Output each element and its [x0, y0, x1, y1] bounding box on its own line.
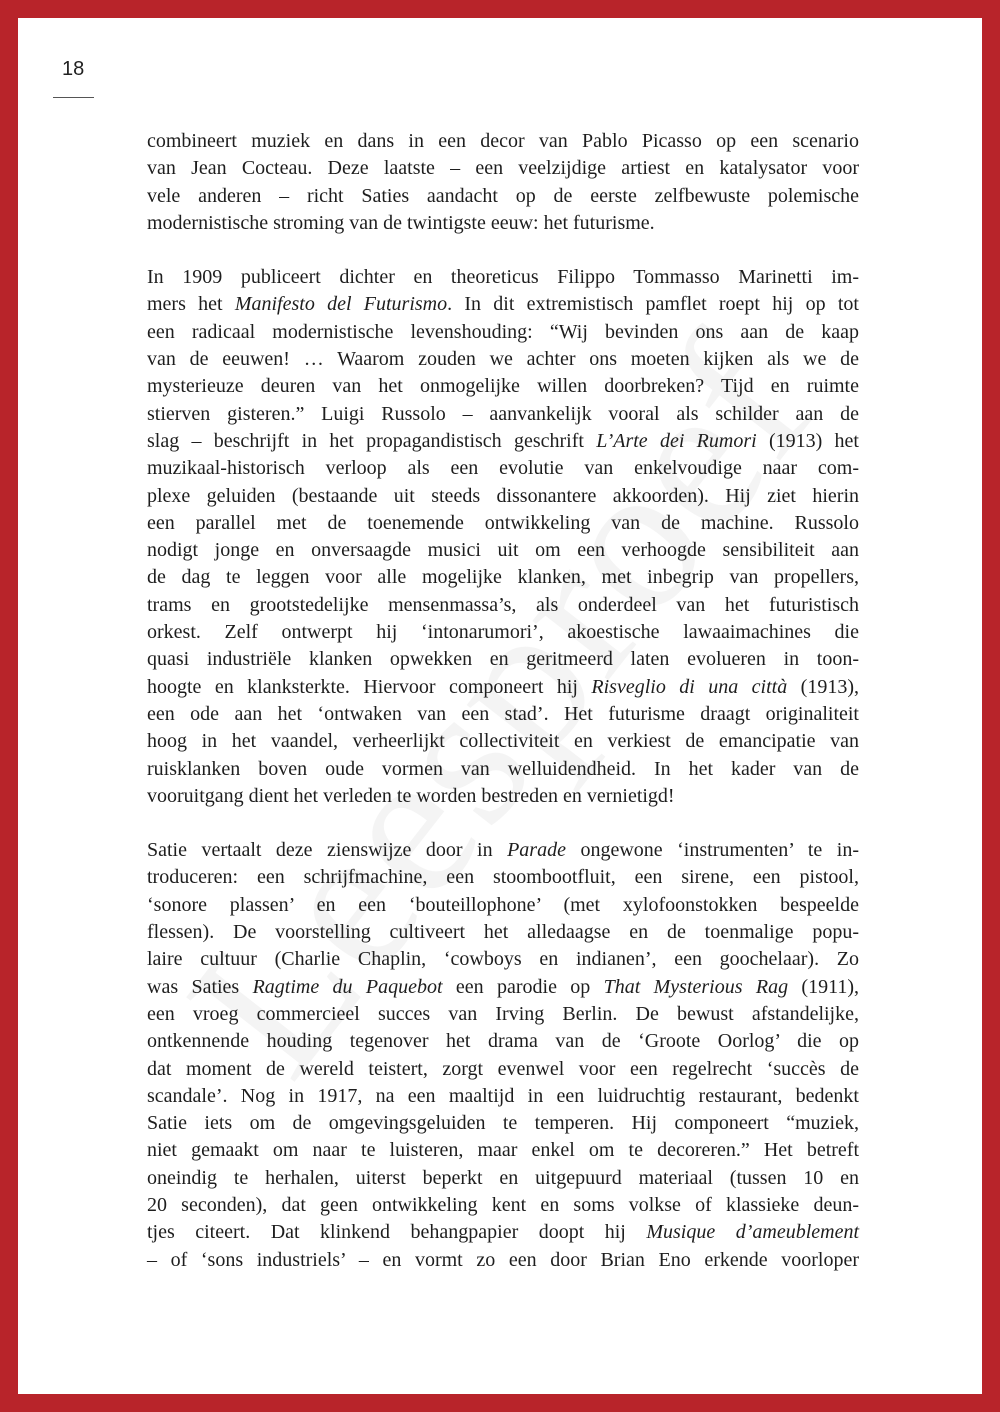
text-run: troduceren: een schrijfmachine, een stoombootfluit, een sirene, een pistool, — [147, 866, 859, 889]
text-line — [147, 646, 859, 673]
text-run: tjes citeert. Dat klinkend behangpapier doopt hij — [147, 1221, 647, 1244]
text-run: (1913), — [787, 675, 859, 698]
text-run: een vroeg commercieel succes van Irving Berlin. De bewust afstandelijke, — [147, 1002, 859, 1025]
text-run: . In dit extremistisch pamflet roept hij op tot — [447, 293, 859, 316]
paragraph-3 — [147, 837, 859, 1274]
paragraph-gap — [147, 810, 859, 837]
paragraph-gap — [147, 237, 859, 264]
italic-title: That Mysterious Rag — [603, 975, 789, 998]
text-run: orkest. Zelf ontwerpt hij ‘intonarumori’, akoestische lawaaimachines die — [147, 621, 859, 644]
text-run: niet gemaakt om naar te luisteren, maar enkel om te decoreren.” Het betreft — [147, 1139, 859, 1162]
text-run: nodigt jonge en onversaagde musici uit om een verhoogde sensibiliteit aan — [147, 539, 859, 562]
text-line — [147, 564, 859, 591]
text-run: In 1909 publiceert dichter en theoreticus Filippo Tommasso Marinetti im- — [147, 266, 859, 289]
text-line — [147, 455, 859, 482]
text-run: vooruitgang dient het verleden te worden bestreden en vernietigd! — [147, 784, 675, 807]
text-run: modernistische stroming van de twintigste eeuw: het futurisme. — [147, 211, 655, 234]
text-line — [147, 428, 859, 455]
text-run: een parodie op — [442, 975, 604, 998]
text-line — [147, 974, 859, 1001]
text-run: Satie iets om de omgevingsgeluiden te temperen. Hij componeert “muziek, — [147, 1112, 859, 1135]
page-number-rule — [53, 97, 94, 98]
text-run: een parallel met de toenemende ontwikkeling van de machine. Russolo — [147, 511, 859, 534]
text-run: ongewone ‘instrumenten’ te in- — [565, 839, 860, 862]
text-line — [147, 128, 859, 155]
text-run: was Saties — [147, 975, 253, 998]
text-line — [147, 346, 859, 373]
text-line — [147, 210, 859, 237]
text-line — [147, 837, 859, 864]
text-line — [147, 756, 859, 783]
text-line — [147, 537, 859, 564]
italic-title: Parade — [507, 839, 566, 862]
text-run: ontkennende houding tegenover het drama van de ‘Groote Oorlog’ die op — [147, 1030, 859, 1053]
text-line — [147, 483, 859, 510]
text-run: vele anderen – richt Saties aandacht op de eerste zelfbewuste polemische — [147, 184, 859, 207]
text-line — [147, 1192, 859, 1219]
text-line — [147, 1219, 859, 1246]
text-line — [147, 155, 859, 182]
text-run: ruisklanken boven oude vormen van welluidendheid. In het kader van de — [147, 757, 859, 780]
text-line — [147, 783, 859, 810]
text-line — [147, 1110, 859, 1137]
text-line — [147, 401, 859, 428]
text-line — [147, 319, 859, 346]
text-line — [147, 892, 859, 919]
text-line — [147, 592, 859, 619]
text-run: mers het — [147, 293, 235, 316]
text-run: flessen). De voorstelling cultiveert het alledaagse en de toenmalige popu- — [147, 921, 859, 944]
text-run: scandale’. Nog in 1917, na een maaltijd in een luidruchtig restaurant, bedenkt — [147, 1084, 859, 1107]
text-run: mysterieuze deuren van het onmogelijke willen doorbreken? Tijd en ruimte — [147, 375, 859, 398]
text-line — [147, 1028, 859, 1055]
text-line — [147, 1165, 859, 1192]
text-run: muzikaal-historisch verloop als een evolutie van enkelvoudige naar com- — [147, 457, 859, 480]
italic-title: Musique d’ameublement — [646, 1221, 860, 1244]
text-line — [147, 1247, 859, 1274]
text-line — [147, 864, 859, 891]
text-run: een radicaal modernistische levenshouding: “Wij bevinden ons aan de kaap — [147, 320, 859, 343]
text-line — [147, 1137, 859, 1164]
text-run: ‘sonore plassen’ en een ‘bouteillophone’ (met xylofoonstokken bespeelde — [147, 893, 859, 916]
text-line — [147, 919, 859, 946]
text-line — [147, 619, 859, 646]
page-number: 18 — [62, 58, 85, 80]
text-run: quasi industriële klanken opwekken en geritmeerd laten evolueren in toon- — [147, 648, 859, 671]
text-run: oneindig te herhalen, uiterst beperkt en uitgepuurd materiaal (tussen 10 en — [147, 1166, 859, 1189]
text-line — [147, 1001, 859, 1028]
text-line — [147, 728, 859, 755]
text-run: een ode aan het ‘ontwaken van een stad’. Het futurisme draagt originaliteit — [147, 702, 859, 725]
text-run: slag – beschrijft in het propagandistisch geschrift — [147, 429, 597, 452]
text-line — [147, 946, 859, 973]
text-line — [147, 1056, 859, 1083]
italic-title: L’Arte dei Rumori — [596, 429, 757, 452]
text-run: Satie vertaalt deze zienswijze door in — [147, 839, 508, 862]
text-line — [147, 264, 859, 291]
text-line — [147, 674, 859, 701]
paragraph-2 — [147, 264, 859, 810]
paragraph-1 — [147, 128, 859, 237]
text-run: plexe geluiden (bestaande uit steeds dissonantere akkoorden). Hij ziet hierin — [147, 484, 859, 507]
text-run: van de eeuwen! … Waarom zouden we achter ons moeten kijken als we de — [147, 348, 859, 371]
text-line — [147, 291, 859, 318]
text-run: dat moment de wereld teistert, zorgt evenwel voor een regelrecht ‘succès de — [147, 1057, 859, 1080]
text-line — [147, 510, 859, 537]
text-run: trams en grootstedelijke mensenmassa’s, als onderdeel van het futuristisch — [147, 593, 859, 616]
text-line — [147, 183, 859, 210]
text-run: hoog in het vaandel, verheerlijkt collectiviteit en verkiest de emancipatie van — [147, 730, 859, 753]
text-run: combineert muziek en dans in een decor van Pablo Picasso op een scenario — [147, 130, 859, 152]
text-line — [147, 1083, 859, 1110]
text-run: de dag te leggen voor alle mogelijke klanken, met inbegrip van propellers, — [147, 566, 859, 589]
text-line — [147, 373, 859, 400]
text-line — [147, 701, 859, 728]
text-run: 20 seconden), dat geen ontwikkeling kent en soms volkse of klassieke deun- — [147, 1193, 859, 1216]
text-run: stierven gisteren.” Luigi Russolo – aanvankelijk vooral als schilder aan de — [147, 402, 859, 425]
text-run: hoogte en klanksterkte. Hiervoor componeert hij — [147, 675, 592, 698]
italic-title: Risveglio di una città — [591, 675, 788, 698]
text-run: (1911), — [788, 975, 859, 998]
body-text — [147, 128, 859, 1274]
text-run: – of ‘sons industriels’ – en vormt zo een door Brian Eno erkende voorloper — [147, 1248, 859, 1271]
italic-title: Ragtime du Paquebot — [252, 975, 443, 998]
italic-title: Manifesto del Futurismo — [234, 293, 448, 316]
text-run: van Jean Cocteau. Deze laatste – een veelzijdige artiest en katalysator voor — [147, 157, 859, 180]
text-run: (1913) het — [756, 429, 859, 452]
text-run: laire cultuur (Charlie Chaplin, ‘cowboys en indianen’, een goochelaar). Zo — [147, 948, 859, 971]
